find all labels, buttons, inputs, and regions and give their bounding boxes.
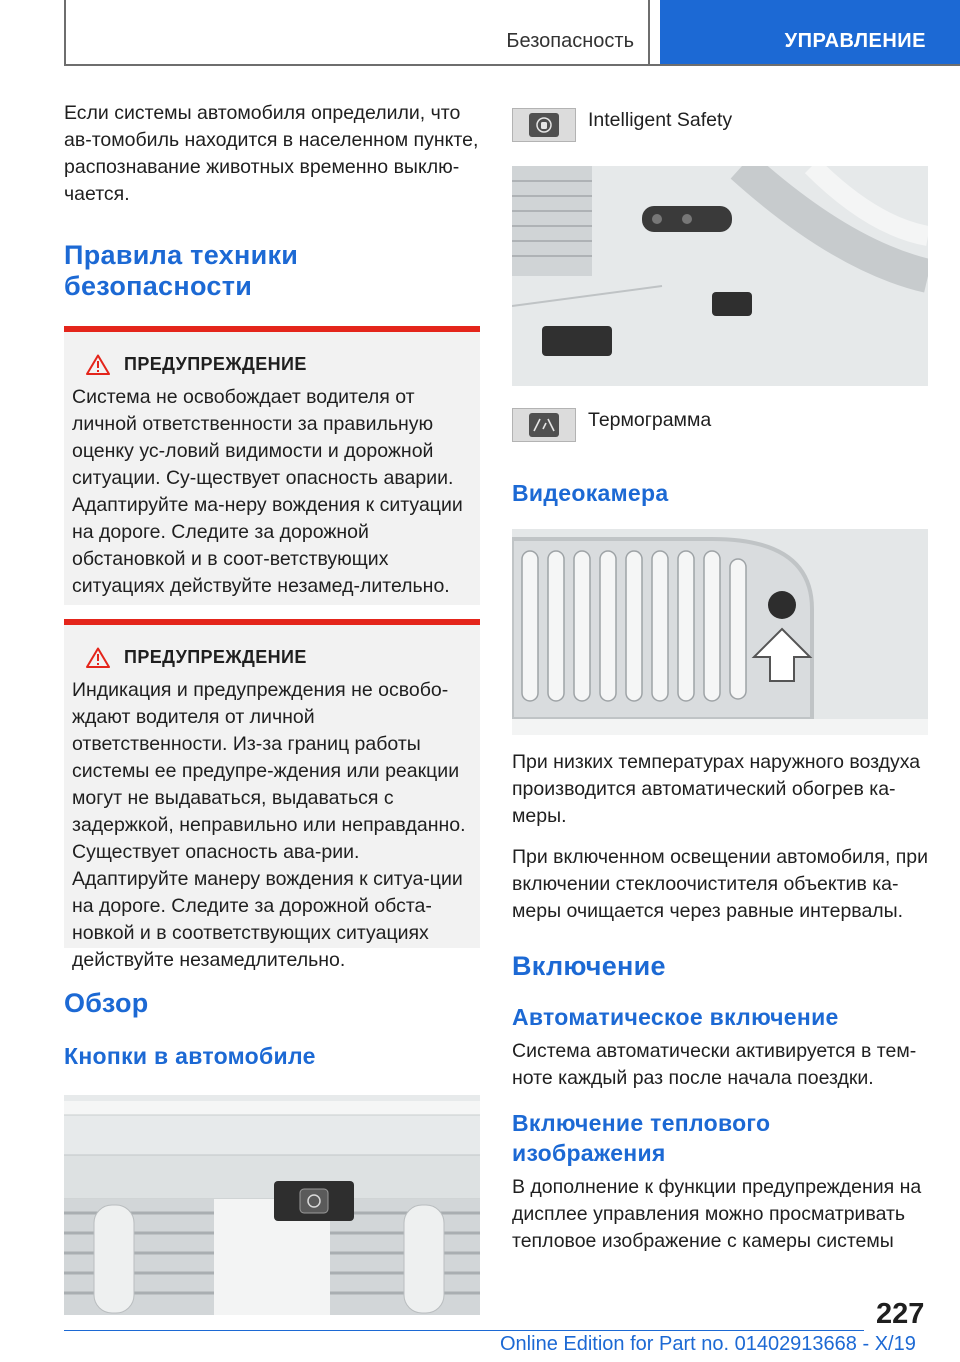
edition-footer[interactable]: Online Edition for Part no. 01402913668 - X/19 — [500, 1333, 916, 1355]
thermal-heading: Включение теплового изображения — [512, 1110, 771, 1166]
warning-text: Индикация и предупреждения не освобо-ждают водителя от личной ответственности. Из-за границ работы системы ее предупре-ждения или реакции могут не выдаваться, выдаваться с задержкой, неправильно или неправданно. Существует опасность ава-рии. Адаптируйте манеру вождения к ситуа-ции на дороге. Следите за дорожной обста-новкой и в соответствующих ситуациях действуйте незамедлительно. — [72, 679, 466, 971]
safety-heading: Правила техники безопасности — [64, 240, 299, 301]
thermogram-button — [512, 408, 576, 442]
dashboard-buttons-photo — [64, 1095, 480, 1315]
warning-box-1 — [64, 326, 480, 605]
warning-title: ПРЕДУПРЕЖДЕНИЕ — [124, 353, 307, 374]
steering-illustration — [512, 166, 928, 386]
warning-box-2 — [64, 619, 480, 971]
section-title: Безопасность — [506, 30, 634, 52]
right-column — [512, 108, 928, 1269]
intelligent-safety-icon — [534, 116, 554, 134]
warning-triangle-icon — [86, 647, 110, 668]
intelligent-safety-button — [512, 108, 576, 142]
thermogram-icon — [532, 417, 556, 433]
dashboard-illustration — [64, 1095, 480, 1315]
overview-heading: Обзор — [64, 988, 149, 1018]
warning-text: Система не освобождает водителя от личной ответственности за правильную оценку ус-ловий видимости и дорожной ситуации. Су-ществует опасность аварии. Адаптируйте ма-неру вождения к ситуации на дороге. Следите за дорожной обстановкой и в соот-ветствующих ситуациях действуйте незамед-лительно. — [72, 386, 463, 597]
camera-paragraph-2: При включенном освещении автомобиля, при включении стеклоочистителя объектив ка-меры очищается через равные интервалы. — [512, 846, 929, 922]
warning-title: ПРЕДУПРЕЖДЕНИЕ — [124, 646, 307, 667]
camera-paragraph-1: При низких температурах наружного воздуха производится автоматический обогрев ка-меры. — [512, 751, 921, 827]
auto-heading: Автоматическое включение — [512, 1004, 839, 1030]
camera-grille-photo — [512, 529, 928, 735]
icon-label: Intelligent Safety — [588, 109, 733, 131]
icon-label: Термограмма — [588, 409, 712, 431]
chapter-title: УПРАВЛЕНИЕ — [784, 30, 926, 52]
buttons-heading: Кнопки в автомобиле — [64, 1043, 316, 1069]
steering-column-photo — [512, 166, 928, 386]
footer-divider — [64, 1330, 864, 1331]
header-divider — [64, 64, 960, 66]
warning-header — [72, 352, 470, 376]
switch-heading: Включение — [512, 951, 666, 981]
section-tab — [64, 0, 650, 64]
intro-paragraph: Если системы автомобиля определили, что ав-томобиль находится в населенном пункте, распознавание животных временно выклю-чается. — [64, 102, 479, 205]
thermal-paragraph: В дополнение к функции предупреждения на дисплее управления можно просматривать тепловое изображение с камеры системы — [512, 1176, 922, 1252]
page-number: 227 — [876, 1298, 925, 1330]
camera-heading: Видеокамера — [512, 480, 669, 506]
chapter-tab[interactable] — [660, 0, 960, 66]
icon-legend-row — [512, 408, 928, 442]
auto-paragraph: Система автоматически активируется в тем-ноте каждый раз после начала поездки. — [512, 1040, 917, 1089]
warning-triangle-icon — [86, 354, 110, 375]
grille-illustration — [512, 529, 928, 735]
icon-legend-row — [512, 108, 928, 142]
left-column — [64, 100, 480, 1315]
warning-header — [72, 645, 470, 669]
